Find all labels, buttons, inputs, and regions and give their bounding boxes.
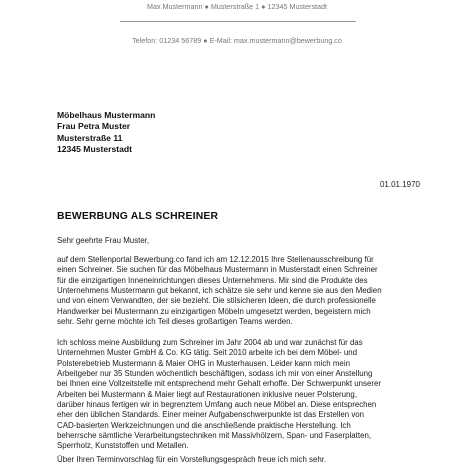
- paragraph-line: Arbeiten bei Mustermann & Maier liegt auf Restaurationen inklusive neuer Polsterung,: [57, 389, 358, 399]
- paragraph-line: Arbeitgeber nur 35 Stunden wöchentlich beschäftigen, sodass ich mir von einer Anstellung: [57, 369, 373, 379]
- sender-address-line: Max Mustermann ● Musterstraße 1 ● 12345 Musterstadt: [146, 2, 328, 11]
- sender-contact-line: Telefon: 01234 56789 ● E-Mail: max.mustermann@bewerbung.co: [132, 36, 342, 45]
- recipient-city: 12345 Musterstadt: [57, 144, 132, 155]
- paragraph-line: einen Schreiner. Sie suchen für das Möbelhaus Mustermann in Musterstadt einen Schreiner: [57, 265, 378, 275]
- recipient-address: [57, 110, 155, 156]
- letter-date: 01.01.1970: [379, 180, 420, 189]
- body-paragraph-2: [57, 338, 429, 452]
- recipient-person: Frau Petra Muster: [57, 121, 131, 132]
- paragraph-line: für die einzigartigen Inneneinrichtungen dieses Unternehmens. Mir sind die Produkte des: [57, 275, 368, 285]
- paragraph-line: und von einem Verwandten, der sie bezieht. Die stilsicheren Ideen, die durch professionelle: [57, 296, 376, 306]
- recipient-street: Musterstraße 11: [57, 132, 123, 143]
- paragraph-line: sehr. Sehr gerne möchte ich Teil dieses großartigen Teams werden.: [57, 317, 293, 327]
- paragraph-line: auf dem Stellenportal Bewerbung.co fand ich am 12.12.2015 Ihre Stellenausschreibung für: [57, 255, 374, 264]
- paragraph-line: Ich schloss meine Ausbildung zum Schreiner im Jahr 2004 ab und war zunächst für das: [57, 338, 363, 347]
- recipient-company: Möbelhaus Mustermann: [57, 110, 156, 120]
- salutation: Sehr geehrte Frau Muster,: [57, 236, 150, 245]
- paragraph-line: bei Ihnen eine Vollzeitstelle mit entsprechend mehr Gehalt erhoffe. Der Schwerpunkt unserer: [57, 379, 381, 389]
- paragraph-line: Handwerker bei Mustermann zu einzigartigen Möbeln umgesetzt werden, begeistern mich: [57, 306, 371, 316]
- paragraph-line: darüber hinaus fertigen wir in begrenztem Umfang auch neue Möbel an. Diese entsprechen: [57, 400, 377, 410]
- paragraph-line: Sperrholz, Kunststoffen und Metallen.: [57, 441, 189, 451]
- header-divider: [120, 21, 356, 22]
- paragraph-line: Polsterebetrieb Mustermann & Maier OHG in Musterhausen. Leider kann mich mein: [57, 358, 350, 368]
- body-paragraph-1: [57, 255, 429, 327]
- paragraph-line: CAD-basierten Werkzeichnungen und die anschließende praktische Herstellung. Ich: [57, 420, 351, 430]
- paragraph-line: eher den üblichen Standards. Einer meiner Aufgabenschwerpunkte ist das Erstellen von: [57, 410, 365, 420]
- letter-subject: BEWERBUNG ALS SCHREINER: [57, 211, 219, 222]
- paragraph-line: Unternehmen Muster GmbH & Co. KG tätig. Seit 2010 arbeite ich bei dem Möbel- und: [57, 348, 357, 358]
- closing-sentence: Über Ihren Terminvorschlag für ein Vorstellungsgespräch freue ich mich sehr.: [57, 455, 327, 464]
- paragraph-line: Unternehmens Mustermann gut bekannt, ich schätze sie sehr und kenne sie aus den Medien: [57, 286, 382, 296]
- paragraph-line: beherrsche sämtliche Verarbeitungstechniken mit Massivhölzern, Span- und Faserplatten,: [57, 431, 372, 441]
